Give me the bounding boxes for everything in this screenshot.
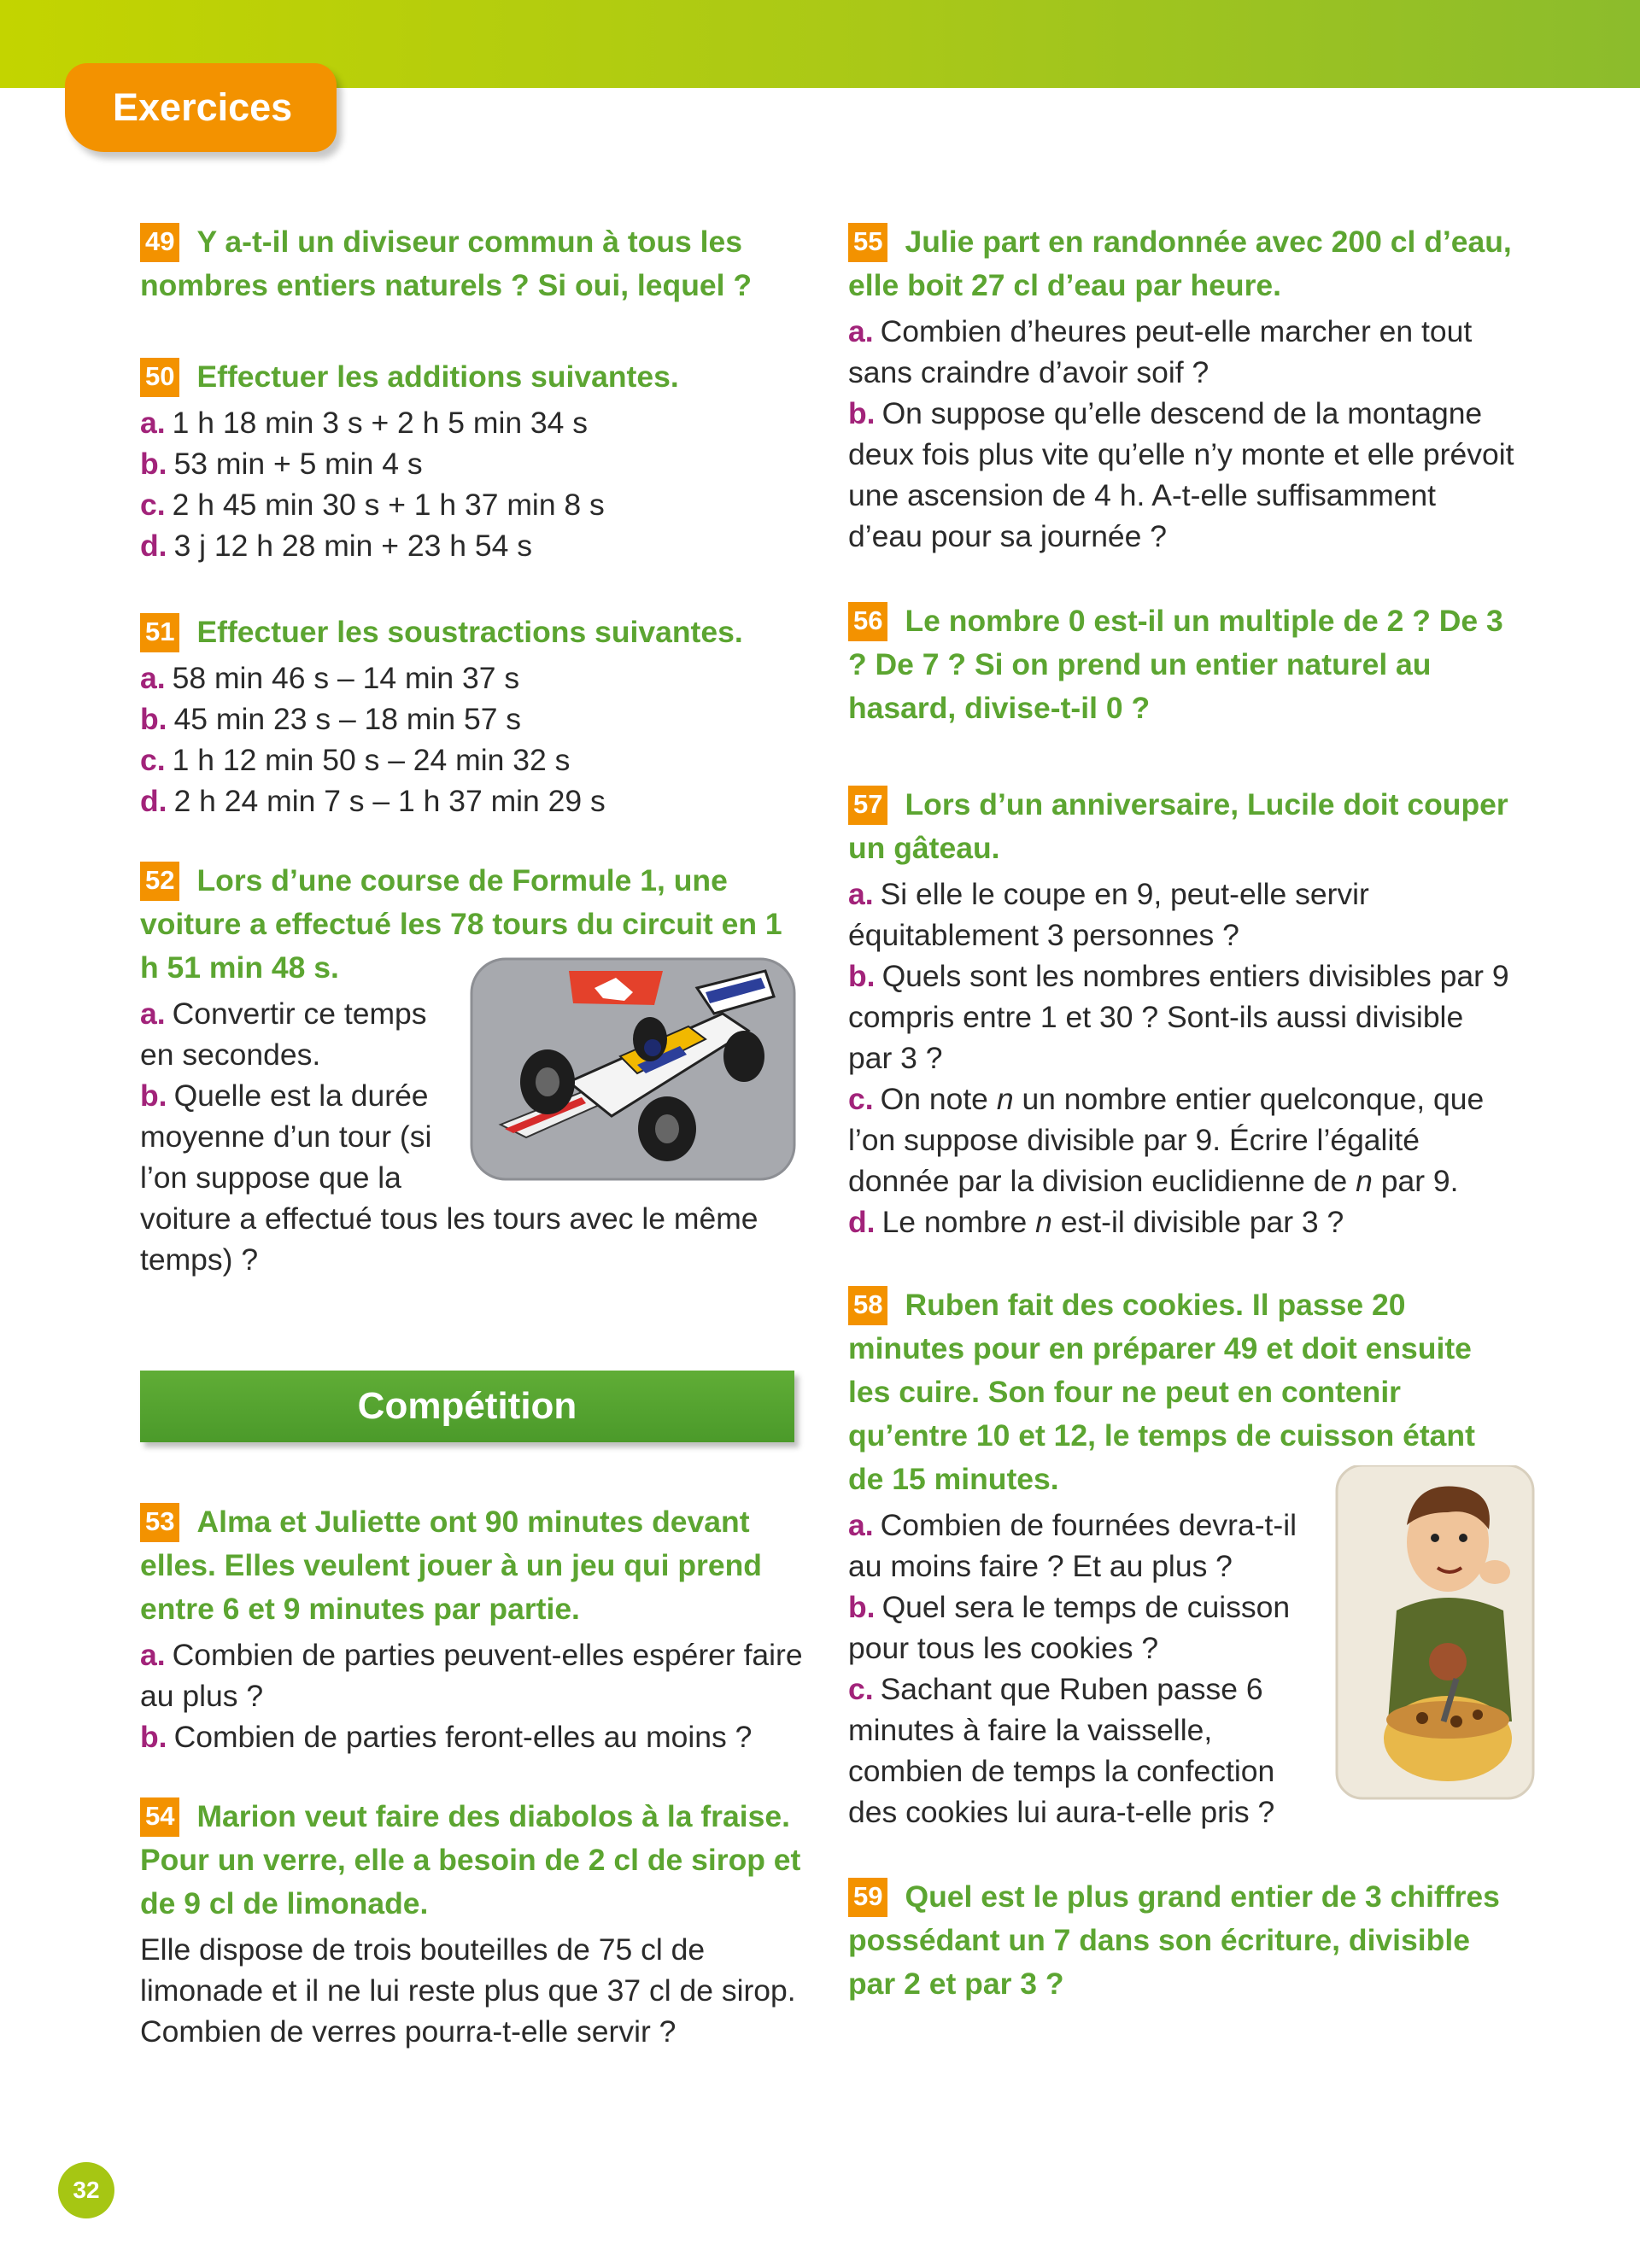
exercise-number: 52 [140,862,179,901]
exercise-56 [848,599,1514,730]
exercise-number: 56 [848,602,887,641]
exercise-number: 53 [140,1503,179,1542]
list-item: c. 1 h 12 min 50 s – 24 min 32 s [140,743,571,777]
exercise-50 [140,355,806,566]
left-column [140,220,806,2052]
list-item: d. Le nombre n est-il divisible par 3 ? [848,1205,1344,1239]
boy-baking-illustration [1328,1465,1542,1807]
exercise-55 [848,220,1514,557]
page-number: 32 [58,2162,114,2218]
exercise-number: 59 [848,1878,887,1917]
list-item: b. 45 min 23 s – 18 min 57 s [140,702,522,736]
exercise-53 [140,1500,806,1757]
exercise-number: 54 [140,1797,179,1837]
exercise-59 [848,1875,1514,2006]
exercise-title: Effectuer les soustractions suivantes. [196,615,743,649]
exercise-title: Lors d’une course de Formule 1, une voiture a effectué les 78 tours du circuit en 1 h 51 min 48 s. [140,863,782,985]
exercise-54 [140,1795,806,2052]
competition-banner: Compétition [140,1371,794,1442]
exercise-title: Le nombre 0 est-il un multiple de 2 ? De 3 ? De 7 ? Si on prend un entier naturel au hasard, divise-t-il 0 ? [848,604,1503,725]
exercise-number: 50 [140,358,179,397]
list-item: d. 3 j 12 h 28 min + 23 h 54 s [140,529,532,563]
exercise-number: 49 [140,223,179,262]
exercise-51 [140,611,806,821]
exercise-title: Effectuer les additions suivantes. [196,359,679,394]
exercise-title: Lors d’un anniversaire, Lucile doit couper un gâteau. [848,787,1508,865]
list-item: a. Si elle le coupe en 9, peut-elle servir équitablement 3 personnes ? [848,877,1369,952]
exercise-title: Quel est le plus grand entier de 3 chiffres possédant un 7 dans son écriture, divisible par 2 et par 3 ? [848,1879,1500,2001]
list-item: b. Quels sont les nombres entiers divisibles par 9 compris entre 1 et 30 ? Sont-ils aussi divisible par 3 ? [848,959,1509,1075]
list-item: b. Quelle est la durée moyenne d’un tour (si l’on suppose que la voiture a effectué tous les tours avec le même temps) ? [140,1078,758,1277]
list-item: c. On note n un nombre entier quelconque, que l’on suppose divisible par 9. Écrire l’égalité donnée par la division euclidienne de n par 9. [848,1082,1485,1198]
list-item: a. 58 min 46 s – 14 min 37 s [140,661,520,695]
exercise-title: Ruben fait des cookies. Il passe 20 minutes pour en préparer 49 et doit ensuite les cuire. Son four ne peut en contenir qu’entre 10 et 12, le temps de cuisson étant de 15 minutes. [848,1288,1475,1496]
list-item: a. 1 h 18 min 3 s + 2 h 5 min 34 s [140,406,589,440]
list-item: b. On suppose qu’elle descend de la montagne deux fois plus vite qu’elle n’y monte et elle prévoit une ascension de 4 h. A-t-elle suffisamment d’eau pour sa journée ? [848,396,1514,553]
exercise-49 [140,220,806,307]
exercise-title: Julie part en randonnée avec 200 cl d’eau, elle boit 27 cl d’eau par heure. [848,225,1512,302]
exercise-title: Y a-t-il un diviseur commun à tous les nombres entiers naturels ? Si oui, lequel ? [140,225,753,302]
exercise-number: 55 [848,223,887,262]
list-item: c. Sachant que Ruben passe 6 minutes à faire la vaisselle, combien de temps la confection des cookies lui aura-t-elle pris ? [848,1672,1275,1829]
exercise-number: 51 [140,613,179,652]
list-item: a. Combien de parties peuvent-elles espérer faire au plus ? [140,1638,803,1713]
exercise-number: 58 [848,1286,887,1325]
list-item: d. 2 h 24 min 7 s – 1 h 37 min 29 s [140,784,606,818]
exercise-body: Elle dispose de trois bouteilles de 75 cl de limonade et il ne lui reste plus que 37 cl de sirop. Combien de verres pourra-t-elle servir ? [140,1932,796,2049]
exercise-57 [848,783,1514,1242]
list-item: b. 53 min + 5 min 4 s [140,447,423,481]
exercise-52 [140,859,806,1280]
exercise-title: Marion veut faire des diabolos à la fraise. Pour un verre, elle a besoin de 2 cl de sirop et de 9 cl de limonade. [140,1799,801,1920]
list-item: a. Combien d’heures peut-elle marcher en tout sans craindre d’avoir soif ? [848,314,1473,389]
exercise-title: Alma et Juliette ont 90 minutes devant elles. Elles veulent jouer à un jeu qui prend entre 6 et 9 minutes par partie. [140,1505,762,1626]
race-car-illustration [466,954,800,1184]
exercise-58 [848,1283,1514,1833]
list-item: a. Combien de fournées devra-t-il au moins faire ? Et au plus ? [848,1508,1297,1583]
right-column [848,220,1514,2006]
section-tab: Exercices [65,63,337,152]
list-item: b. Combien de parties feront-elles au moins ? [140,1720,753,1754]
exercise-number: 57 [848,786,887,825]
list-item: a. Convertir ce temps en secondes. [140,997,427,1072]
list-item: c. 2 h 45 min 30 s + 1 h 37 min 8 s [140,488,605,522]
list-item: b. Quel sera le temps de cuisson pour tous les cookies ? [848,1590,1291,1665]
